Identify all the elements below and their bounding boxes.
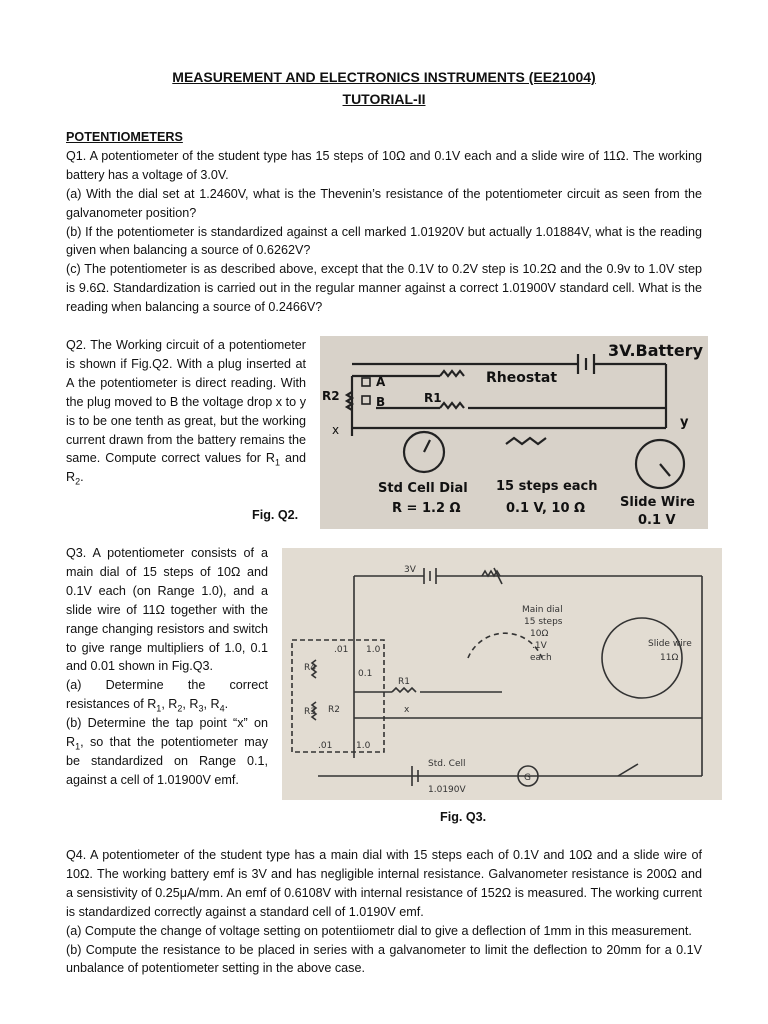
- section-heading: POTENTIOMETERS: [66, 130, 183, 144]
- q4-part-a: (a) Compute the change of voltage setting on potentiiometr dial to give a deflection of 1mm in this measurement.: [66, 923, 692, 938]
- fig-q2-label-steps: 15 steps each: [496, 479, 598, 494]
- fig-q3-label-main-dial: Main dial: [522, 605, 563, 615]
- fig-q3-label-x: x: [404, 705, 410, 715]
- fig-q3-label-g: G: [524, 773, 531, 783]
- q3-b-text-end: , so that the potentiometer may be standardized on Range 0.1, against a cell of 1.01900V emf.: [66, 735, 268, 787]
- q1-part-c: (c) The potentiometer is as described above, except that the 0.1V to 0.2V step is 10.2Ω and the 0.9v to 1.0V step is 9.6Ω. Standardization is carried out in the regular manner against a correct 1.01900V standard cell. What is the reading when balancing a source of 0.2466V?: [66, 262, 702, 315]
- fig-q3-label-slide-ohm: 11Ω: [660, 653, 679, 663]
- q2-text: [66, 336, 306, 487]
- q3-b-sub1: 1: [75, 741, 81, 752]
- q1-block: [66, 128, 702, 317]
- q2-sub2: 2: [75, 476, 81, 487]
- fig-q2-label-steps-val: 0.1 V, 10 Ω: [506, 501, 586, 516]
- q4-part-b: (b) Compute the resistance to be placed in series with a galvanometer to limit the deflection to 20mm for a 0.1V unbalance of potentiometer setting in the above case.: [66, 942, 702, 976]
- fig-q2-label-y: y: [680, 415, 689, 430]
- fig-q3-caption: Fig. Q3.: [440, 810, 487, 824]
- q3-part-b: [66, 714, 268, 790]
- fig-q2-label-battery: 3V.Battery: [608, 341, 703, 360]
- fig-q3-label-ohm: 10Ω: [530, 629, 549, 639]
- fig-q3-label-volt: .1V: [532, 641, 547, 651]
- fig-q2-caption: Fig. Q2.: [252, 508, 299, 522]
- q3-b-text: (b) Determine the tap point “x” on R: [66, 716, 268, 750]
- fig-q2-label-b: B: [376, 395, 386, 409]
- fig-q2-label-a: A: [376, 375, 386, 389]
- q2-sub1: 1: [274, 457, 280, 468]
- document-subtitle: TUTORIAL-II: [342, 91, 426, 107]
- q3-intro: Q3. A potentiometer consists of a main dial of 15 steps of 10Ω and 0.1V each (on Range 1.0), and a slide wire of 11Ω together with the range changing resistors and switch to give range multipliers of 1.0, 0.1 and 0.01 shown in Fig.Q3.: [66, 546, 268, 674]
- q3-a-text: (a) Determine the correct resistances of R: [66, 678, 268, 712]
- fig-q3-label-01: .01: [334, 645, 349, 655]
- fig-q2-label-slide-v: 0.1 V: [638, 513, 676, 528]
- q1-part-b: (b) If the potentiometer is standardized against a cell marked 1.01920V but actually 1.01884V, what is the reading given when balancing a source of 0.6262V?: [66, 224, 702, 258]
- q2-paragraph: [66, 336, 306, 487]
- fig-q3-label-10: 1.0: [366, 645, 381, 655]
- fig-q3-label-sw-10: 1.0: [356, 741, 371, 751]
- q1-part-a: (a) With the dial set at 1.2460V, what is the Thevenin’s resistance of the potentiometer circuit as seen from the galvanometer position?: [66, 186, 702, 220]
- fig-q3-label-01b: 0.1: [358, 669, 373, 679]
- q1-main: Q1. A potentiometer of the student type has 15 steps of 10Ω and 0.1V each and a slide wire of 11Ω. The working battery has a voltage of 3.0V.: [66, 148, 702, 182]
- fig-q2-label-rheostat: Rheostat: [486, 370, 558, 386]
- fig-q3-circuit: [282, 548, 722, 800]
- q3-text: [66, 544, 268, 790]
- fig-q2-label-std-r: R = 1.2 Ω: [392, 501, 461, 516]
- fig-q3-label-each: each: [530, 653, 552, 663]
- fig-q3-label-r3: R3: [304, 707, 316, 717]
- fig-q3-background: [282, 548, 722, 800]
- q2-and: and R: [66, 451, 306, 485]
- q3-a-sep1: , R: [161, 697, 178, 712]
- q4-main: Q4. A potentiometer of the student type has a main dial with 15 steps each of 0.1V and 10Ω and a slide wire of 10Ω. The working battery emf is 3V and has negligible internal resistance. Galvanometer resistance is 200Ω and a sensistivity of 0.25μA/mm. An emf of 0.6108V with internal resistance of 152Ω is measured. The working current is standardized correctly against a standard cell of 1.0190V emf.: [66, 848, 702, 919]
- fig-q2-label-x: x: [332, 423, 340, 437]
- q2-end: .: [80, 470, 84, 485]
- q3-a-sub3: 3: [198, 703, 204, 714]
- q3-a-sep2: , R: [182, 697, 199, 712]
- q3-a-sub2: 2: [177, 703, 183, 714]
- q4-block: [66, 846, 702, 978]
- fig-q3-label-battery: 3V: [404, 565, 416, 575]
- q3-a-end: .: [224, 697, 229, 712]
- q3-a-sub4: 4: [219, 703, 225, 714]
- fig-q3-label-steps: 15 steps: [524, 617, 563, 627]
- q2-body: Q2. The Working circuit of a potentiometer is shown if Fig.Q2. With a plug inserted at A the potentiometer is direct reading. With the plug moved to B the voltage drop x to y is to be one tenth as great, but the working current drawn from the battery remains the same. Compute correct values for R: [66, 338, 306, 466]
- q3-part-a: [66, 676, 268, 714]
- fig-q3-label-sw-01: .01: [318, 741, 333, 751]
- fig-q2-circuit: [320, 336, 708, 529]
- document-title: MEASUREMENT AND ELECTRONICS INSTRUMENTS (EE21004): [172, 69, 596, 85]
- fig-q3-label-r1: R1: [398, 677, 410, 687]
- fig-q3-label-r4: R4: [304, 663, 316, 673]
- fig-q2-label-slide: Slide Wire: [620, 495, 695, 510]
- fig-q2-label-r1: R1: [424, 391, 442, 405]
- fig-q3-label-slide: Slide wire: [648, 639, 692, 649]
- fig-q2-label-r2: R2: [322, 389, 340, 403]
- q3-a-sep3: , R: [203, 697, 220, 712]
- q3-a-sub1: 1: [156, 703, 162, 714]
- fig-q3-label-std-v: 1.0190V: [428, 785, 466, 795]
- fig-q3-label-r2: R2: [328, 705, 340, 715]
- fig-q3-label-std: Std. Cell: [428, 759, 466, 769]
- fig-q2-label-std-dial: Std Cell Dial: [378, 481, 468, 496]
